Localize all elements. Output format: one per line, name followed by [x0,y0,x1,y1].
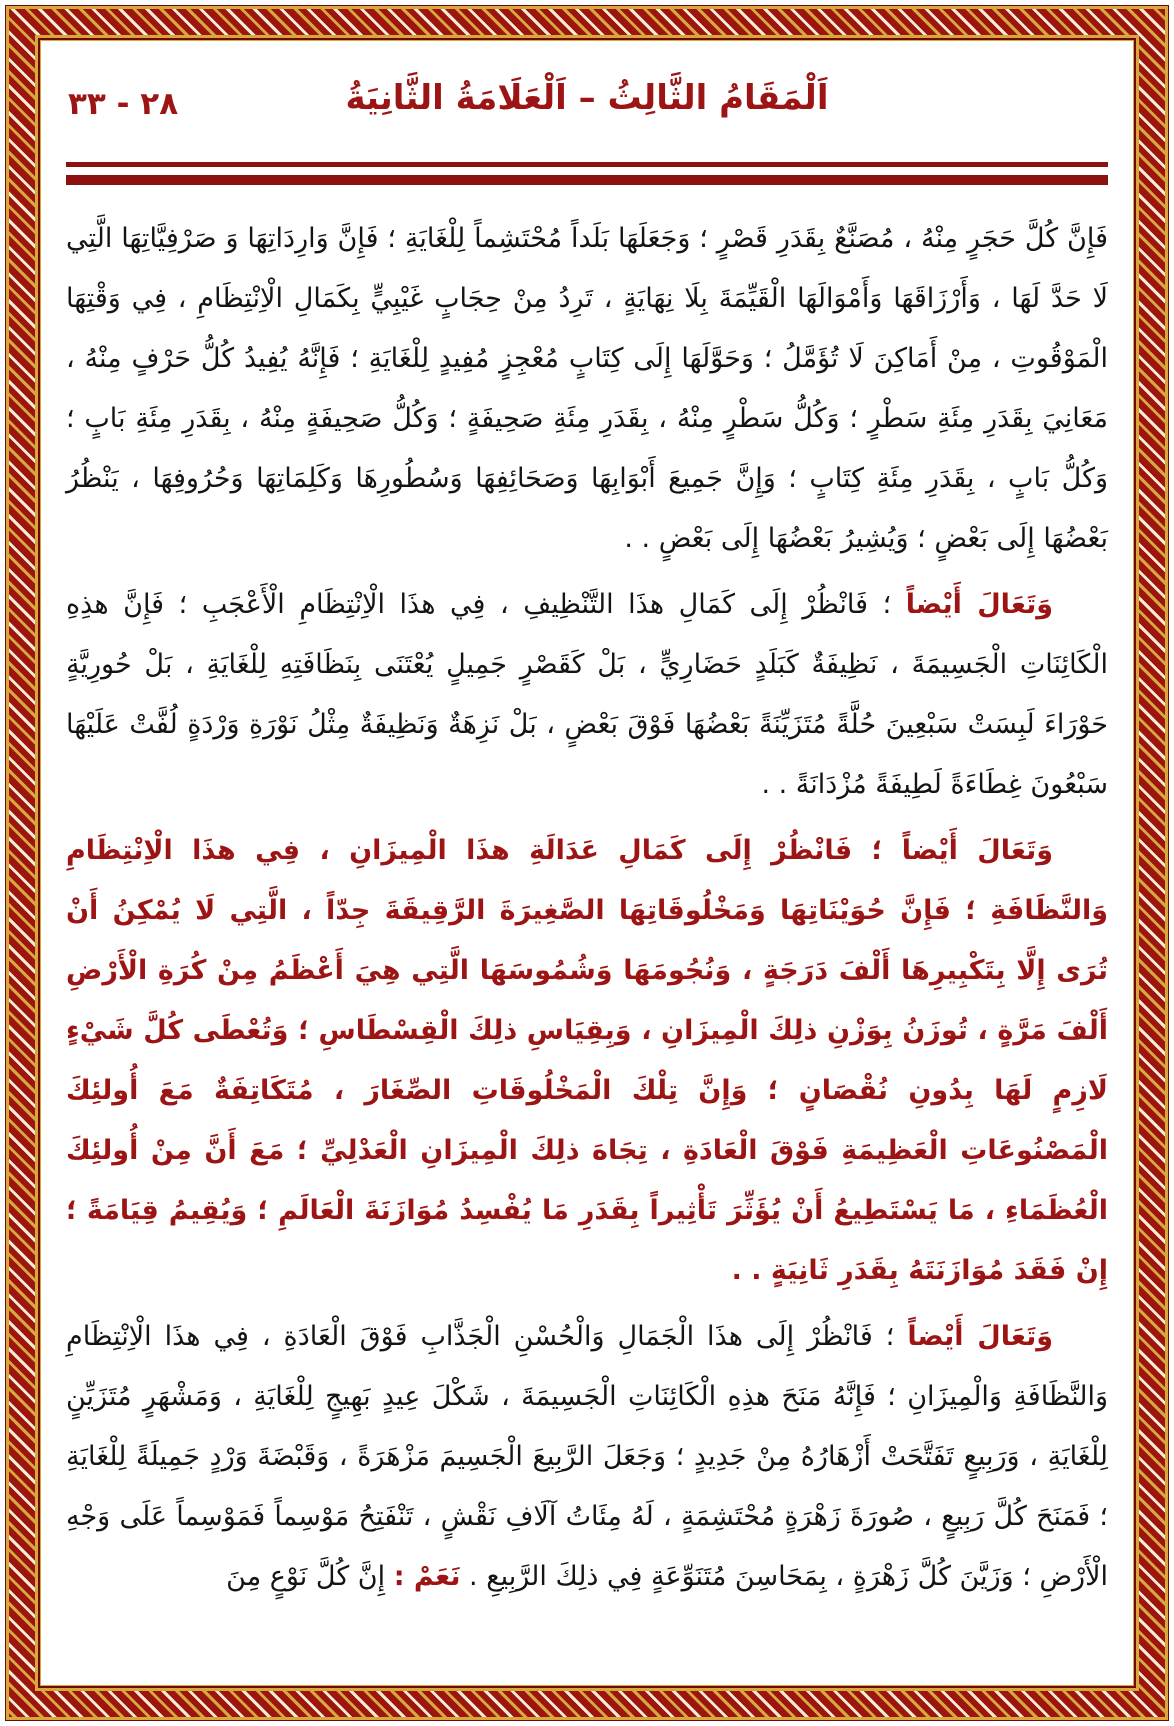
text-segment-red: وَتَعَالَ أَيْضاً [905,589,1053,620]
paragraph-1 [66,209,1108,569]
page-title: اَلْمَقَامُ الثَّالِثُ – اَلْعَلَامَةُ الثَّانِيَةُ [345,78,829,118]
page-number: ٢٨ - ٣٣ [68,86,179,122]
text-segment-black: إِنَّ كُلَّ نَوْعٍ مِنَ [226,1561,394,1592]
body-text [66,209,1108,1607]
text-segment-red: وَتَعَالَ أَيْضاً ؛ فَانْظُرْ إِلَى كَمَالِ عَدَالَةِ هذَا الْمِيزَانِ ، فِي هذَا الْاِنْتِظَامِ وَالنَّظَافَةِ ؛ فَإِنَّ حُوَيْنَاتِهَا وَمَخْلُوقَاتِهَا الصَّغِيرَةَ الرَّقِيقَةَ جِدّاً ، الَّتِي لَا يُمْكِنُ أَنْ تُرَى إِلَّا بِتَكْبِيرِهَا أَلْفَ دَرَجَةٍ ، وَنُجُومَهَا وَشُمُوسَهَا الَّتِي هِيَ أَعْظَمُ مِنْ كُرَةِ الْأَرْضِ أَلْفَ مَرَّةٍ ، تُوزَنُ بِوَزْنِ ذلِكَ الْمِيزَانِ ، وَبِقِيَاسِ ذلِكَ الْقِسْطَاسِ ؛ وَتُعْطَى كُلَّ شَيْءٍ لَازِمٍ لَهَا بِدُونِ نُقْصَانٍ ؛ وَإِنَّ تِلْكَ الْمَخْلُوقَاتِ الصِّغَارَ ، مُتَكَاتِفَةٌ مَعَ أُولئِكَ الْمَصْنُوعَاتِ الْعَظِيمَةِ فَوْقَ الْعَادَةِ ، تِجَاهَ ذلِكَ الْمِيزَانِ الْعَدْلِيِّ ؛ مَعَ أَنَّ مِنْ أُولئِكَ الْعُظَمَاءِ ، مَا يَسْتَطِيعُ أَنْ يُؤَثِّرَ تَأْثِيراً بِقَدَرِ مَا يُفْسِدُ مُوَازَنَةَ الْعَالَمِ ؛ وَيُقِيمُ قِيَامَةً ؛ إِنْ فَقَدَ مُوَازَنَتَهُ بِقَدَرِ ثَانِيَةٍ . . [66,835,1108,1286]
text-segment-black: فَإِنَّ كُلَّ حَجَرٍ مِنْهُ ، مُصَنَّعٌ بِقَدَرِ قَصْرٍ ؛ وَجَعَلَهَا بَلَداً مُحْتَشِماً لِلْغَايَةِ ؛ فَإِنَّ وَارِدَاتِهَا وَ صَرْفِيَّاتِهَا الَّتِي لَا حَدَّ لَهَا ، وَأَرْزَاقَهَا وَأَمْوَالَهَا الْقَيِّمَةَ بِلَا نِهَايَةٍ ، تَرِدُ مِنْ حِجَابٍ غَيْبِيٍّ بِكَمَالِ الْاِنْتِظَامِ ، فِي وَقْتِهَا الْمَوْقُوتِ ، مِنْ أَمَاكِنَ لَا تُؤَمَّلُ ؛ وَحَوَّلَهَا إِلَى كِتَابٍ مُعْجِزٍ مُفِيدٍ لِلْغَايَةِ ؛ فَإِنَّهُ يُفِيدُ كُلُّ حَرْفٍ مِنْهُ ، مَعَانِيَ بِقَدَرِ مِئَةِ سَطْرٍ ؛ وَكُلُّ سَطْرٍ مِنْهُ ، بِقَدَرِ مِئَةِ صَحِيفَةٍ ؛ وَكُلُّ صَحِيفَةٍ مِنْهُ ، بِقَدَرِ مِئَةِ بَابٍ ؛ وَكُلُّ بَابٍ ، بِقَدَرِ مِئَةِ كِتَابٍ ؛ وَإِنَّ جَمِيعَ أَبْوَابِهَا وَصَحَائِفِهَا وَسُطُورِهَا وَكَلِمَاتِهَا وَحُرُوفِهَا ، يَنْظُرُ بَعْضُهَا إِلَى بَعْضٍ ؛ وَيُشِيرُ بَعْضُهَا إِلَى بَعْضٍ . . [66,223,1108,554]
paragraph-2 [66,575,1108,815]
text-segment-black: ؛ فَانْظُرْ إِلَى هذَا الْجَمَالِ وَالْحُسْنِ الْجَذَّابِ فَوْقَ الْعَادَةِ ، فِي هذَا الْاِنْتِظَامِ وَالنَّظَافَةِ وَالْمِيزَانِ ؛ فَإِنَّهُ مَنَحَ هذِهِ الْكَائِنَاتِ الْجَسِيمَةَ ، شَكْلَ عِيدٍ بَهِيجٍ لِلْغَايَةِ ، وَمَشْهَرٍ مُتَزَيِّنٍ لِلْغَايَةِ ، وَرَبِيعٍ تَفَتَّحَتْ أَزْهَارُهُ مِنْ جَدِيدٍ ؛ وَجَعَلَ الرَّبِيعَ الْجَسِيمَ مَزْهَرَةً ، وَقَبْضَةَ وَرْدٍ جَمِيلَةً لِلْغَايَةِ ؛ فَمَنَحَ كُلَّ رَبِيعٍ ، صُورَةَ زَهْرَةٍ مُحْتَشِمَةٍ ، لَهُ مِئَاتُ آلَافِ نَقْشٍ ، تَنْفَتِحُ مَوْسِماً فَمَوْسِماً عَلَى وَجْهِ الْأَرْضِ ؛ وَزَيَّنَ كُلَّ زَهْرَةٍ ، بِمَحَاسِنَ مُتَنَوِّعَةٍ فِي ذلِكَ الرَّبِيعِ . [66,1321,1108,1592]
page-content [38,38,1136,1688]
text-segment-red: نَعَمْ : [393,1561,461,1592]
paragraph-4 [66,1307,1108,1607]
text-segment-red: وَتَعَالَ أَيْضاً [907,1321,1053,1352]
text-segment-black: ؛ فَانْظُرْ إِلَى كَمَالِ هذَا التَّنْظِيفِ ، فِي هذَا الْاِنْتِظَامِ الْأَعْجَبِ ؛ فَإِنَّ هذِهِ الْكَائِنَاتِ الْجَسِيمَةَ ، نَظِيفَةٌ كَبَلَدٍ حَضَارِيٍّ ، بَلْ كَقَصْرٍ جَمِيلٍ يُعْتَنَى بِنَظَافَتِهِ لِلْغَايَةِ ، بَلْ حُورِيَّةٍ حَوْرَاءَ لَبِسَتْ سَبْعِينَ حُلَّةً مُتَزَيِّنَةً بَعْضُهَا فَوْقَ بَعْضٍ ، بَلْ نَزِهَةٌ وَنَظِيفَةٌ مِثْلُ نَوْرَةِ وَرْدَةٍ لُفَّتْ عَلَيْهَا سَبْعُونَ غِطَاءَةً لَطِيفَةً مُزْدَانَةً . . [66,589,1108,800]
paragraph-3 [66,821,1108,1301]
page-header [66,52,1108,148]
header-divider-rule [66,162,1108,185]
